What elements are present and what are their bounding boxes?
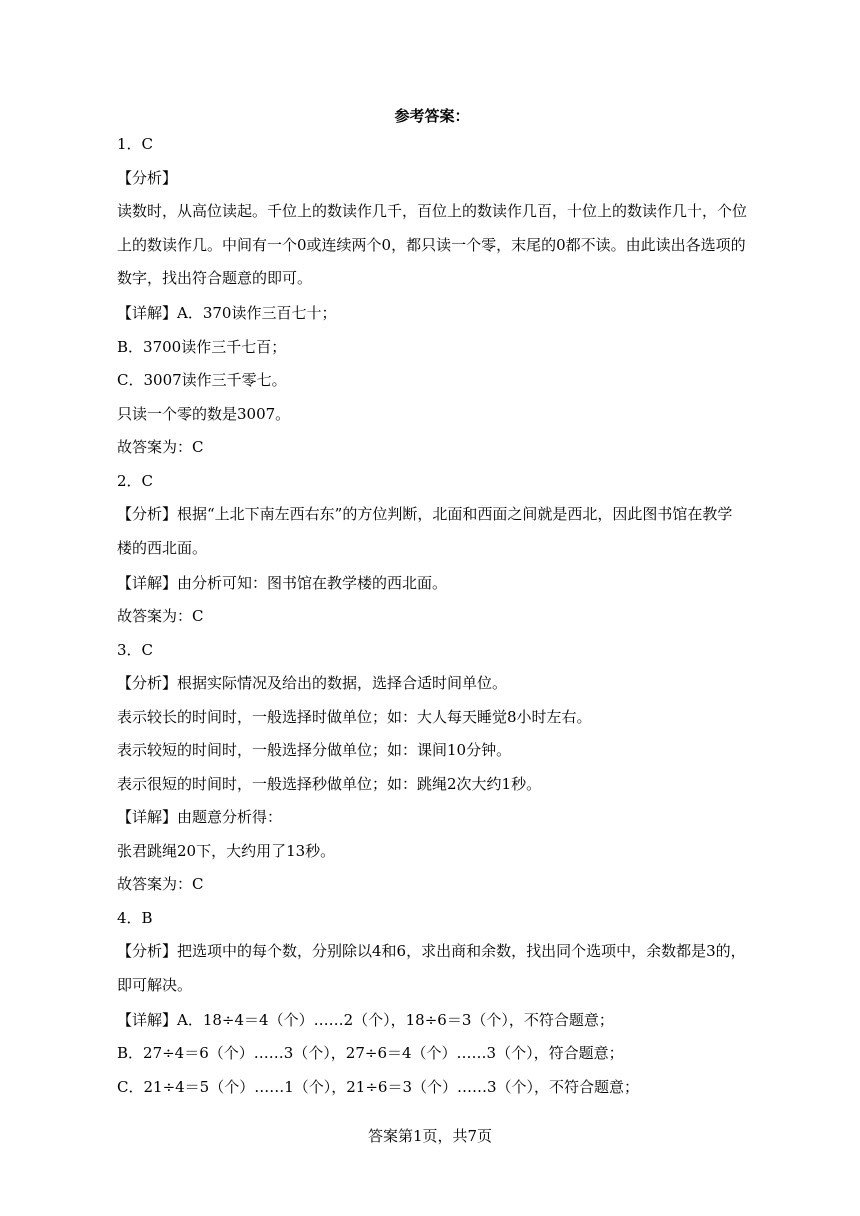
- answer-4-analysis: 【分析】把选项中的每个数，分别除以4和6，求出商和余数，找出同个选项中，余数都是3的，即可解决。: [117, 942, 746, 994]
- answer-2-final: 故答案为：C: [117, 607, 204, 625]
- answer-3-number: 3．C: [117, 640, 154, 659]
- answer-1-detail-c: C．3007读作三千零七。: [117, 371, 287, 389]
- answer-3-analysis: 【分析】根据实际情况及给出的数据，选择合适时间单位。: [117, 674, 508, 692]
- answer-2-number: 2．C: [117, 471, 154, 490]
- answer-4-number: 4．B: [117, 908, 153, 927]
- answer-1-detail-b: B．3700读作三千七百；: [117, 337, 287, 356]
- answer-3-detail: 张君跳绳20下，大约用了13秒。: [117, 841, 336, 860]
- answer-2-detail: 【详解】由分析可知：图书馆在教学楼的西北面。: [117, 573, 448, 592]
- page-title: 参考答案：: [394, 107, 470, 125]
- page-footer: 答案第1页，共7页: [367, 1127, 493, 1145]
- answer-1-analysis-text: 读数时，从高位读起。千位上的数读作几千，百位上的数读作几百，十位上的数读作几十，个位上的数读作几。中间有一个0或连续两个0，都只读一个零，末尾的0都不读。由此读出各选项的数字，找出符合题意的即可。: [117, 202, 748, 287]
- answer-3-hours-note: 表示较长的时间时，一般选择时做单位；如：大人每天睡觉8小时左右。: [117, 707, 592, 726]
- answer-1-conclusion: 只读一个零的数是3007。: [117, 404, 291, 423]
- answer-1-final: 故答案为：C: [117, 438, 204, 456]
- answer-4-detail-b: B．27÷4＝6（个）……3（个），27÷6＝4（个）……3（个），符合题意；: [117, 1044, 624, 1062]
- answer-3-seconds-note: 表示很短的时间时，一般选择秒做单位；如：跳绳2次大约1秒。: [117, 774, 542, 793]
- answer-1-number: 1．C: [117, 135, 154, 153]
- answer-3-detail-heading: 【详解】由题意分析得：: [117, 808, 283, 826]
- answer-2-analysis: 【分析】根据“上北下南左西右东”的方位判断，北面和西面之间就是西北，因此图书馆在教学楼的西北面。: [117, 505, 733, 557]
- answer-4-detail-c: C．21÷4＝5（个）……1（个），21÷6＝3（个）……3（个），不符合题意；: [117, 1077, 640, 1096]
- answer-1-analysis-heading: 【分析】: [117, 168, 178, 187]
- answer-1-detail-a: 【详解】A．370读作三百七十；: [117, 304, 337, 322]
- answer-3-minutes-note: 表示较短的时间时，一般选择分做单位；如：课间10分钟。: [117, 741, 512, 759]
- answer-4-detail-a: 【详解】A．18÷4＝4（个）……2（个），18÷6＝3（个），不符合题意；: [117, 1010, 614, 1029]
- answer-page: [117, 102, 747, 1110]
- answer-3-final: 故答案为：C: [117, 875, 204, 893]
